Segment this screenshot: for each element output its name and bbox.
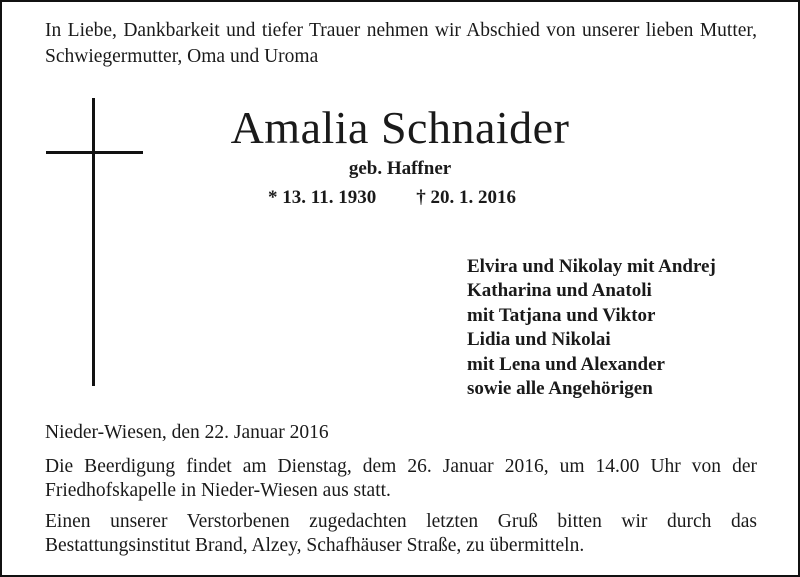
deceased-name: Amalia Schnaider — [230, 102, 570, 153]
survivors-list — [467, 255, 716, 401]
intro-text: In Liebe, Dankbarkeit und tiefer Trauer nehmen wir Abschied von unserer lieben Mutter, Schwiegermutter, Oma und Uroma — [45, 20, 757, 67]
greeting-notice: Einen unserer Verstorbenen zugedachten letzten Gruß bitten wir durch das Bestattungsinstitut Brand, Alzey, Schafhäuser Straße, zu übermitteln. — [45, 511, 757, 556]
birth-name: geb. Haffner — [348, 158, 452, 179]
survivor-line: mit Lena und Alexander — [467, 353, 665, 375]
birth-date: * 13. 11. 1930 — [268, 187, 377, 208]
cross-horizontal-bar — [46, 151, 143, 154]
place-date: Nieder-Wiesen, den 22. Januar 2016 — [45, 422, 329, 443]
death-date: † 20. 1. 2016 — [416, 187, 516, 208]
survivor-line: Lidia und Nikolai — [467, 329, 611, 351]
survivor-line: mit Tatjana und Viktor — [467, 304, 656, 326]
funeral-notice: Die Beerdigung findet am Dienstag, dem 26. Januar 2016, um 14.00 Uhr von der Friedhofskapelle in Nieder-Wiesen aus statt. — [45, 456, 757, 501]
survivor-line: Elvira und Nikolay mit Andrej — [467, 256, 716, 277]
survivor-line: Katharina und Anatoli — [467, 280, 652, 302]
life-dates — [268, 187, 516, 209]
survivor-line: sowie alle Angehörigen — [467, 378, 653, 400]
cross-vertical-bar — [92, 98, 95, 386]
